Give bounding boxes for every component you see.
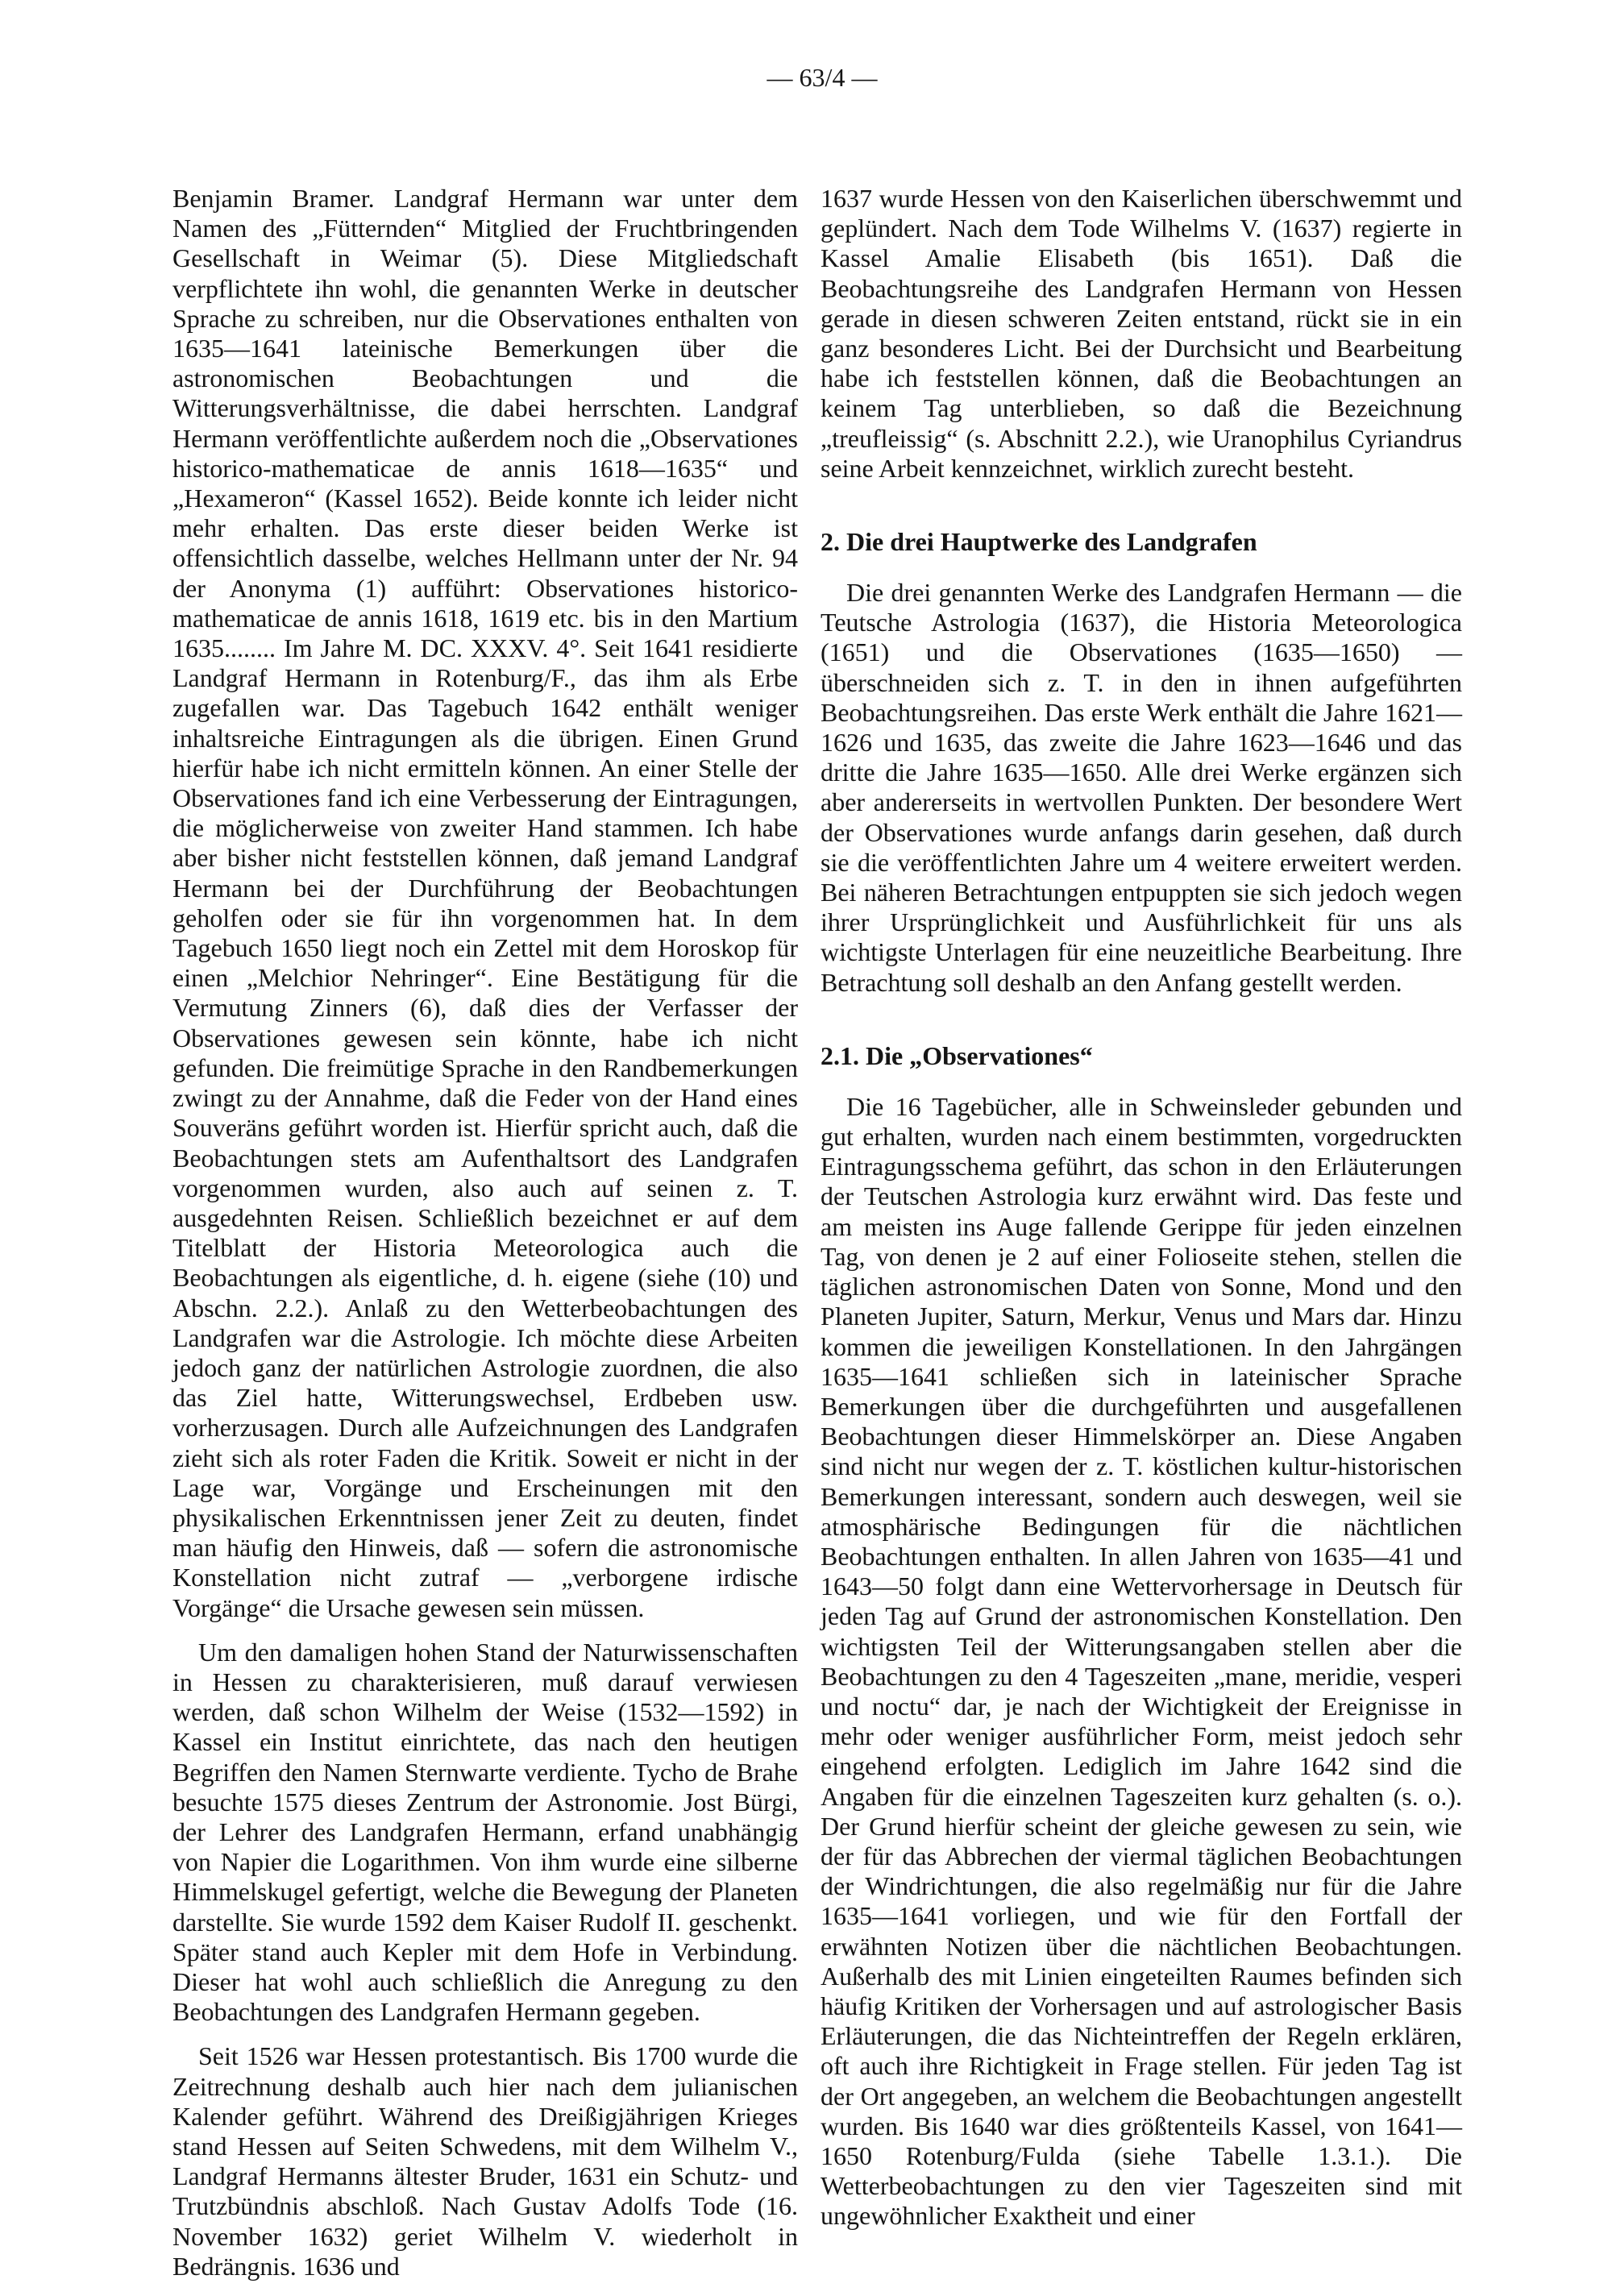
paragraph: Die drei genannten Werke des Landgrafen Hermann — die Teutsche Astrologia (1637), die Historia Meteorologica (1651) und die Observationes (1635—1650) — überschneiden sich z. T. in den in ihnen aufgeführten Beobachtungsreihen. Das erste Werk enthält die Jahre 1621—1626 und 1635, das zweite die Jahre 1623—1646 und das dritte die Jahre 1635—1650. Alle drei Werke ergänzen sich aber andererseits in wertvollen Punkten. Der besondere Wert der Observationes wurde anfangs darin gesehen, daß durch sie die veröffentlichten Jahre um 4 weitere erweitert werden. Bei näheren Betrachtungen entpuppten sie sich jedoch wegen ihrer Ursprünglichkeit und Ausführlichkeit für uns als wichtigste Unterlagen für eine neuzeitliche Bearbeitung. Ihre Betrachtung soll deshalb an den Anfang gestellt werden. xyxy=(821,578,1462,997)
paragraph: Seit 1526 war Hessen protestantisch. Bis 1700 wurde die Zeitrechnung deshalb auch hier nach dem julianischen Kalender geführt. Während des Dreißigjährigen Krieges stand Hessen auf Seiten Schwedens, mit dem Wilhelm V., Landgraf Hermanns ältester Bruder, 1631 ein Schutz- und Trutzbündnis abschloß. Nach Gustav Adolfs Tode (16. November 1632) geriet Wilhelm V. wiederholt in Bedrängnis. 1636 und xyxy=(172,2041,798,2281)
paragraph: 1637 wurde Hessen von den Kaiserlichen überschwemmt und geplündert. Nach dem Tode Wilhelms V. (1637) regierte in Kassel Amalie Elisabeth (bis 1651). Daß die Beobachtungsreihe des Landgrafen Hermann von Hessen gerade in diesen schweren Zeiten entstand, rückt sie in ein ganz besonderes Licht. Bei der Durchsicht und Bearbeitung habe ich feststellen können, daß die Beobachtungen an keinem Tag unterblieben, so daß die Bezeichnung „treufleissig“ (s. Abschnitt 2.2.), wie Uranophilus Cyriandrus seine Arbeit kennzeichnet, wirklich zurecht besteht. xyxy=(821,184,1462,483)
paragraph: Um den damaligen hohen Stand der Naturwissenschaften in Hessen zu charakterisieren, muß darauf verwiesen werden, daß schon Wilhelm der Weise (1532—1592) in Kassel ein Institut einrichtete, das nach den heutigen Begriffen den Namen Sternwarte verdiente. Tycho de Brahe besuchte 1575 dieses Zentrum der Astronomie. Jost Bürgi, der Lehrer des Landgrafen Hermann, erfand unabhängig von Napier die Logarithmen. Von ihm wurde eine silberne Himmelskugel gefertigt, welche die Bewegung der Planeten darstellte. Sie wurde 1592 dem Kaiser Rudolf II. geschenkt. Später stand auch Kepler mit dem Hofe in Verbindung. Dieser hat wohl auch schließlich die Anregung zu den Beobachtungen des Landgrafen Hermann gegeben. xyxy=(172,1637,798,2027)
right-column xyxy=(821,184,1462,2246)
paragraph: Benjamin Bramer. Landgraf Hermann war unter dem Namen des „Fütternden“ Mitglied der Fruchtbringenden Gesellschaft in Weimar (5). Diese Mitgliedschaft verpflichtete ihn wohl, die genannten Werke in deutscher Sprache zu schreiben, nur die Observationes enthalten von 1635—1641 lateinische Bemerkungen über die astronomischen Beobachtungen und die Witterungsverhältnisse, die dabei herrschten. Landgraf Hermann veröffentlichte außerdem noch die „Observationes historico-mathematicae de annis 1618—1635“ und „Hexameron“ (Kassel 1652). Beide konnte ich leider nicht mehr erhalten. Das erste dieser beiden Werke ist offensichtlich dasselbe, welches Hellmann unter der Nr. 94 der Anonyma (1) aufführt: Observationes historico-mathematicae de annis 1618, 1619 etc. bis in den Martium 1635........ Im Jahre M. DC. XXXV. 4°. Seit 1641 residierte Landgraf Hermann in Rotenburg/F., das ihm als Erbe zugefallen war. Das Tagebuch 1642 enthält weniger inhaltsreiche Eintragungen als die übrigen. Einen Grund hierfür habe ich nicht ermitteln können. An einer Stelle der Observationes fand ich eine Verbesserung der Eintragungen, die möglicherweise von zweiter Hand stammen. Ich habe aber bisher nicht feststellen können, daß jemand Landgraf Hermann bei der Durchführung der Beobachtungen geholfen oder sie für ihn vorgenommen hat. In dem Tagebuch 1650 liegt noch ein Zettel mit dem Horoskop für einen „Melchior Nehringer“. Eine Bestätigung für die Vermutung Zinners (6), daß dies der Verfasser der Observationes gewesen sein könnte, habe ich nicht gefunden. Die freimütige Sprache in den Randbemerkungen zwingt zu der Annahme, daß die Feder von der Hand eines Souveräns geführt worden ist. Hierfür spricht auch, daß die Beobachtungen stets am Aufenthaltsort des Landgrafen vorgenommen wurden, also auch auf seinen z. T. ausgedehnten Reisen. Schließlich bezeichnet er auf dem Titelblatt der Historia Meteorologica auch die Beobachtungen als eigentliche, d. h. eigene (siehe (10) und Abschn. 2.2.). Anlaß zu den Wetterbeobachtungen des Landgrafen war die Astrologie. Ich möchte diese Arbeiten jedoch ganz der natürlichen Astrologie zuordnen, die also das Ziel hatte, Witterungswechsel, Erdbeben usw. vorherzusagen. Durch alle Aufzeichnungen des Landgrafen zieht sich als roter Faden die Kritik. Soweit er nicht in der Lage war, Vorgänge und Erscheinungen mit den physikalischen Erkenntnissen jener Zeit zu deuten, findet man häufig den Hinweis, daß — sofern die astronomische Konstellation nicht zutraf — „verborgene irdische Vorgänge“ die Ursache gewesen sein müssen. xyxy=(172,184,798,1622)
section-heading: 2.1. Die „Observationes“ xyxy=(821,1040,1093,1070)
paragraph: Die 16 Tagebücher, alle in Schweinsleder gebunden und gut erhalten, wurden nach einem bestimmten, vorgedruckten Eintragungsschema geführt, das schon in den Erläuterungen der Teutschen Astrologia kurz erwähnt wird. Das feste und am meisten ins Auge fallende Gerippe für jeden einzelnen Tag, von denen je 2 auf einer Folioseite stehen, stellen die täglichen astronomischen Daten von Sonne, Mond und den Planeten Jupiter, Saturn, Merkur, Venus und Mars dar. Hinzu kommen die jeweiligen Konstellationen. In den Jahrgängen 1635—1641 schließen sich in lateinischer Sprache Bemerkungen über die durchgeführten und ausgefallenen Beobachtungen dieser Himmelskörper an. Diese Angaben sind nicht nur wegen der z. T. köstlichen kultur-historischen Bemerkungen interessant, sondern auch deswegen, weil sie atmosphärische Bedingungen für die nächtlichen Beobachtungen enthalten. In allen Jahren von 1635—41 und 1643—50 folgt dann eine Wettervorhersage in Deutsch für jeden Tag auf Grund der astronomischen Konstellation. Den wichtigsten Teil der Witterungsangaben stellen aber die Beobachtungen zu den 4 Tageszeiten „mane, meridie, vesperi und noctu“ dar, je nach der Wichtigkeit der Ereignisse in mehr oder weniger ausführlicher Form, meist jedoch sehr eingehend erfolgten. Lediglich im Jahre 1642 sind die Angaben für die einzelnen Tageszeiten kurz gehalten (s. o.). Der Grund hierfür scheint der gleiche gewesen zu sein, wie der für das Abbrechen der viermal täglichen Beobachtungen der Windrichtungen, die also regelmäßig nur für die Jahre 1635—1641 vorliegen, und wie für den Fortfall der erwähnten Notizen über die nächtlichen Beobachtungen. Außerhalb des mit Linien eingeteilten Raumes befinden sich häufig Kritiken der Vorhersagen und auf astrologischer Basis Erläuterungen, die das Nichteintreffen der Regeln erklären, oft auch ihre Richtigkeit in Frage stellen. Für jeden Tag ist der Ort angegeben, an welchem die Beobachtungen angestellt wurden. Bis 1640 war dies größtenteils Kassel, von 1641—1650 Rotenburg/Fulda (siehe Tabelle 1.3.1.). Die Wetterbeobachtungen zu den vier Tageszeiten sind mit ungewöhnlicher Exaktheit und einer xyxy=(821,1091,1462,2231)
page-number: — 63/4 — xyxy=(767,63,878,92)
section-heading: 2. Die drei Hauptwerke des Landgrafen xyxy=(821,527,1257,557)
left-column xyxy=(172,184,798,2296)
